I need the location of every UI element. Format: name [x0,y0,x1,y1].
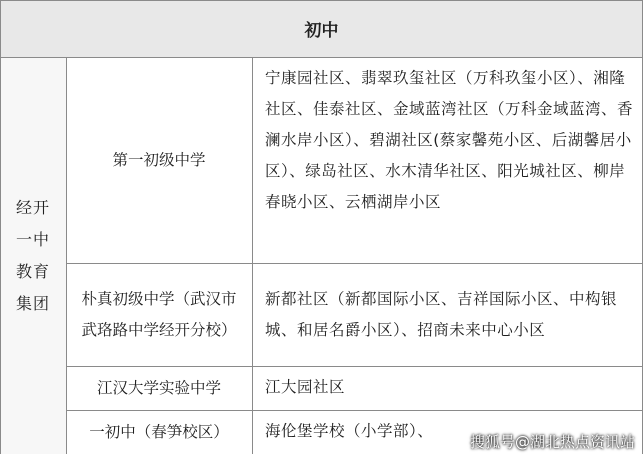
border-line [252,57,253,454]
border-line [66,57,67,454]
school-name: 一初中（春笋校区） [89,422,229,441]
area-text: 宁康园社区、翡翠玖玺社区（万科玖玺小区）、湘隆社区、佳泰社区、金域蓝湾社区（万科金域蓝湾、香澜水岸小区）、碧湖社区(蔡家馨苑小区、后湖馨居小区）、绿岛社区、水木清华社区、阳光城社区、柳岸春晓小区、云栖湖岸小区 [265,69,634,211]
school-name: 朴真初级中学（武汉市武珞路中学经开分校） [81,289,237,339]
border-line [66,366,643,367]
group-name: 经开一中教育集团 [15,197,50,313]
area-text: 新都社区（新都国际小区、吉祥国际小区、中构银城、和居名爵小区）、招商未来中心小区 [265,290,618,339]
area-cell [252,57,643,263]
border-line [66,410,643,411]
school-cell [66,366,252,410]
area-cell [252,366,643,410]
watermark: 搜狐号@湖北热点资讯站 [469,433,635,451]
border-line [0,57,643,58]
school-name: 江汉大学实验中学 [96,378,221,397]
border-line [66,263,643,264]
school-cell [66,410,252,454]
table-title-text: 初中 [304,21,339,41]
border-line [0,0,1,454]
school-name: 第一初级中学 [112,150,206,169]
border-line [0,0,643,1]
area-text: 江大园社区 [265,378,346,396]
school-cell [66,57,252,263]
group-cell [0,57,66,454]
school-cell [66,263,252,366]
area-text: 海伦堡学校（小学部）、 [265,422,434,440]
area-cell [252,263,643,366]
table-title [0,0,643,57]
